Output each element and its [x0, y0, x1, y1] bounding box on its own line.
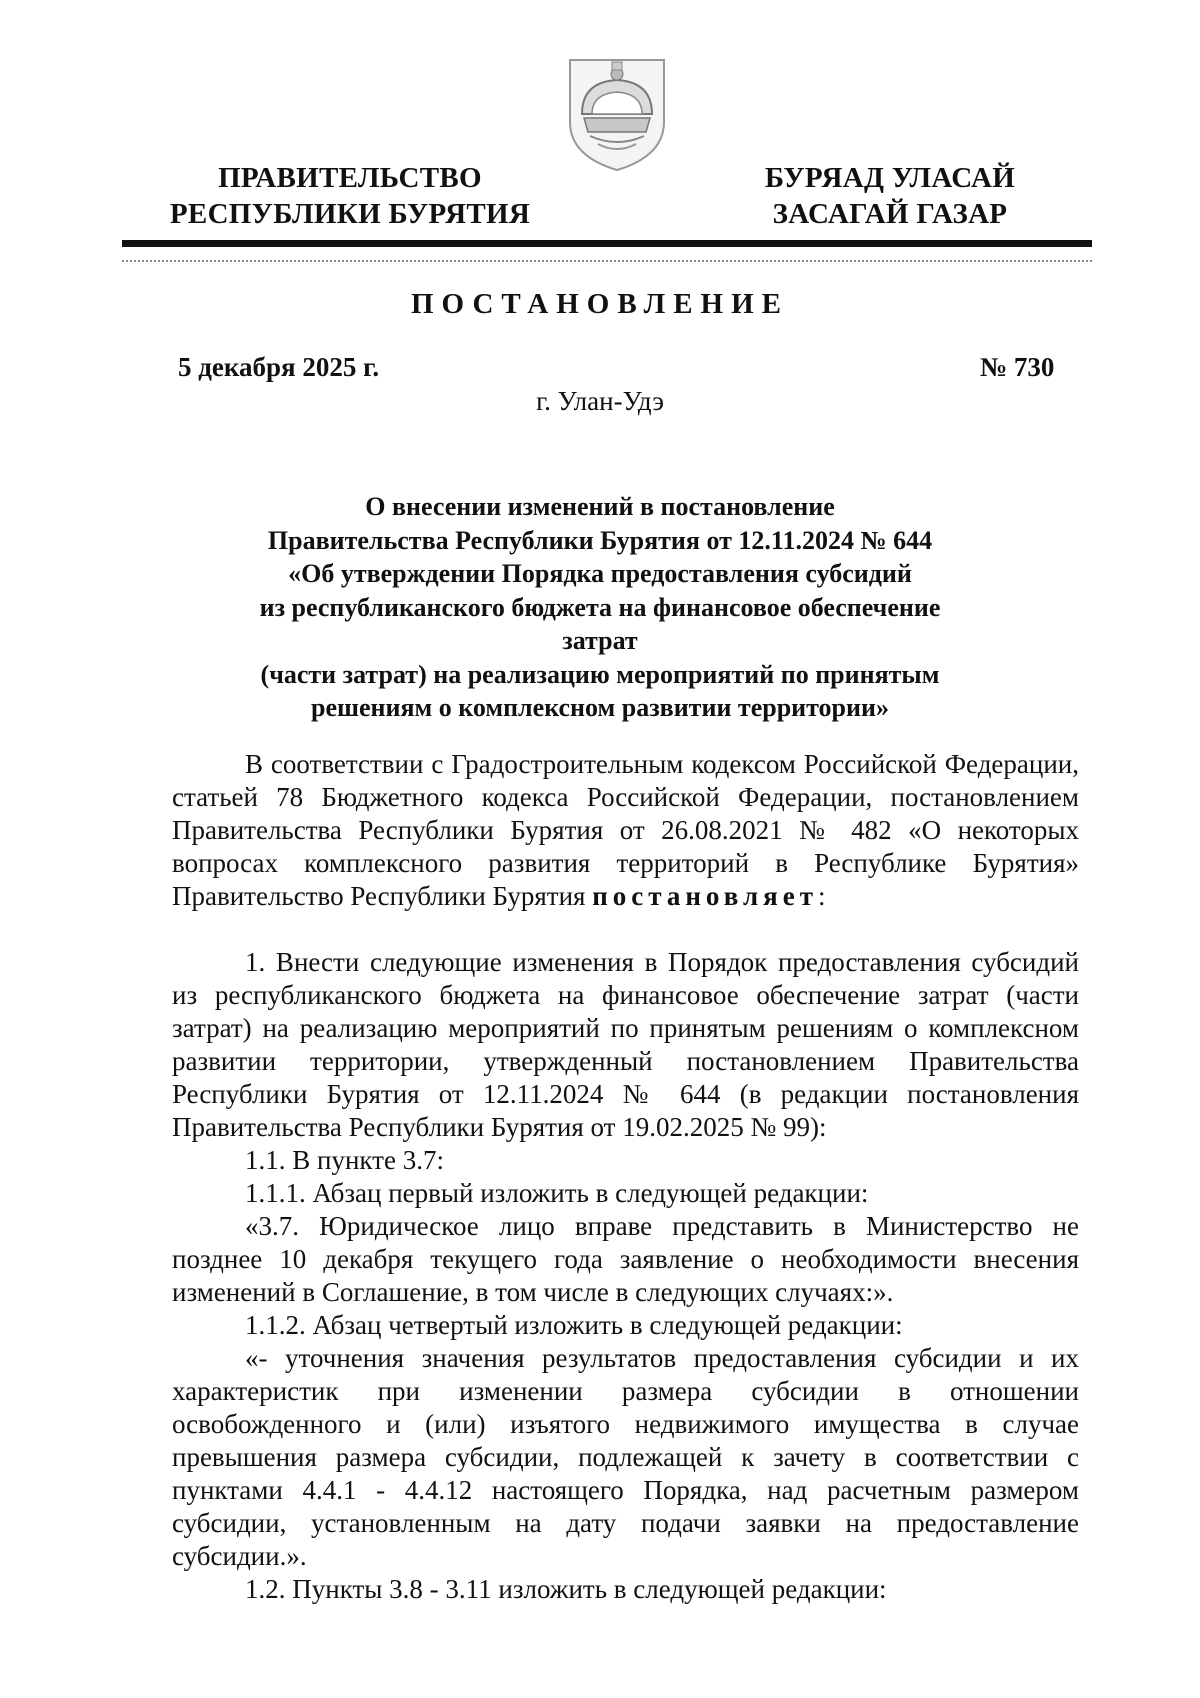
title-line: решениям о комплексном развитии территории»: [311, 693, 889, 722]
coat-of-arms-icon: [562, 52, 672, 174]
quote-paragraph-4: «- уточнения значения результатов предоставления субсидии и их характеристик при изменении размера субсидии в отношении освобожденного и (или) изъятого недвижимого имущества в случае превышения размера субсидии, подлежащей к зачету в соответствии с пунктами 4.4.1 - 4.4.12 настоящего Порядка, над расчетным размером субсидии, установленным на дату подачи заявки на предоставление субсидии.».: [172, 1343, 1079, 1571]
document-body: [172, 748, 1079, 1606]
header-divider-thick: [122, 240, 1092, 247]
resolves-word: постановляет: [592, 881, 818, 911]
document-number: № 730: [980, 352, 1055, 382]
paragraph-1-1-1: 1.1.1. Абзац первый изложить в следующей редакции:: [245, 1178, 869, 1208]
paragraph-1: 1. Внести следующие изменения в Порядок предоставления субсидий из республиканского бюджета на финансовое обеспечение затрат (части затрат) на реализацию мероприятий по принятым решениям о комплексном развитии территории, утвержденный постановлением Правительства Республики Бурятия от 12.11.2024 № 644 (в редакции постановления Правительства Республики Бурятия от 19.02.2025 № 99):: [172, 947, 1079, 1142]
paragraph-1-2: 1.2. Пункты 3.8 - 3.11 изложить в следующей редакции:: [245, 1574, 887, 1604]
government-name-bua: БУРЯАД УЛАСАЙ ЗАСАГАЙ ГАЗАР: [764, 162, 1016, 230]
document-date: 5 декабря 2025 г.: [178, 352, 380, 382]
paragraph-1-1: 1.1. В пункте 3.7:: [245, 1145, 444, 1175]
government-name-ru: ПРАВИТЕЛЬСТВО РЕСПУБЛИКИ БУРЯТИЯ: [169, 162, 531, 230]
title-line: из республиканского бюджета на финансовое обеспечение затрат: [259, 592, 941, 655]
quote-paragraph-3-7: «3.7. Юридическое лицо вправе представить в Министерство не позднее 10 декабря текущего года заявление о необходимости внесения изменений в Соглашение, в том числе в следующих случаях:».: [172, 1211, 1079, 1307]
document-type: ПОСТАНОВЛЕНИЕ: [410, 288, 789, 320]
title-line: О внесении изменений в постановление: [365, 492, 835, 521]
header-divider-thin: [122, 260, 1092, 262]
paragraph-1-1-2: 1.1.2. Абзац четвертый изложить в следующей редакции:: [245, 1310, 903, 1340]
document-title: [240, 490, 960, 725]
title-line: Правительства Республики Бурятия от 12.11.2024 № 644: [267, 525, 933, 555]
title-line: (части затрат) на реализацию мероприятий по принятым: [260, 659, 940, 689]
preamble-paragraph: В соответствии с Градостроительным кодексом Российской Федерации, статьей 78 Бюджетного кодекса Российской Федерации, постановлением Правительства Республики Бурятия от 26.08.2021 № 482 «О некоторых вопросах комплексного развития территорий в Республике Бурятия» Правительство Республики Бурятия постановляет:: [172, 749, 1079, 911]
title-line: «Об утверждении Порядка предоставления субсидий: [288, 559, 912, 588]
document-city: г. Улан-Удэ: [536, 386, 664, 416]
